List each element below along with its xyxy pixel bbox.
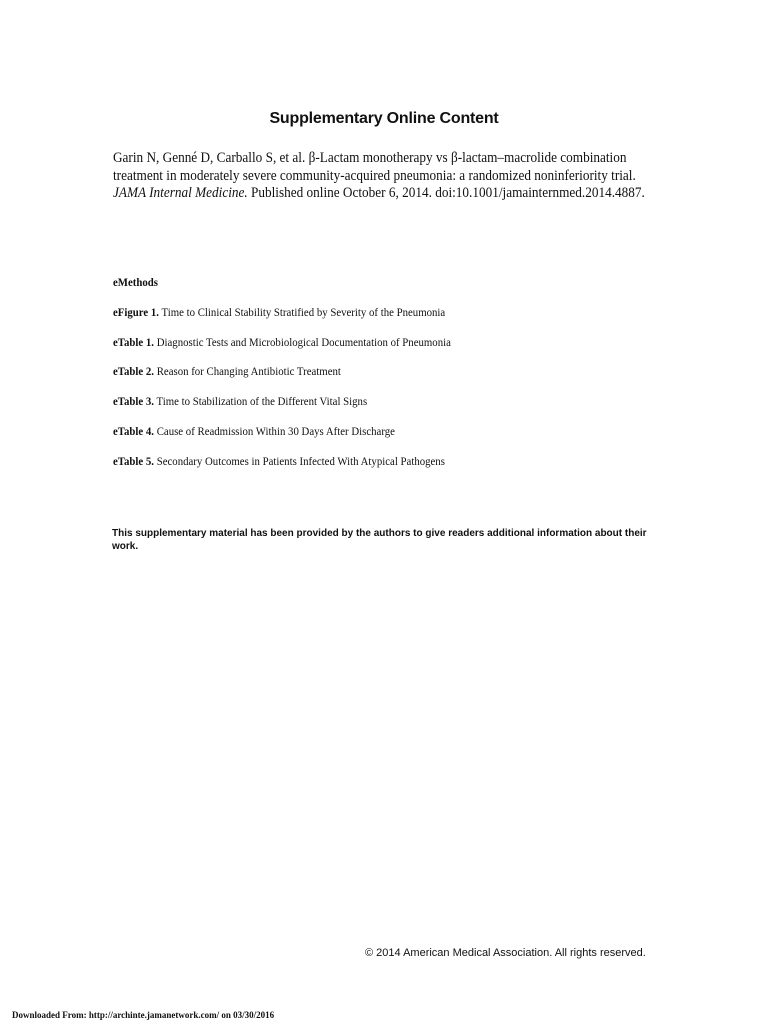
download-footer: Downloaded From: http://archinte.jamanetwork.com/ on 03/30/2016 <box>12 1010 275 1020</box>
contents-item-description: Reason for Changing Antibiotic Treatment <box>156 364 341 379</box>
supplementary-notice: This supplementary material has been provided by the authors to give readers additional information about their work. <box>112 528 647 552</box>
contents-item-label: eTable 2. <box>113 364 155 379</box>
contents-item-label: eTable 5. <box>113 453 155 468</box>
contents-item-label: eFigure 1. <box>113 304 159 319</box>
contents-item-etable-2 <box>113 363 451 393</box>
citation <box>113 150 665 203</box>
contents-list <box>113 274 488 483</box>
contents-item-description: Cause of Readmission Within 30 Days After Discharge <box>156 423 395 438</box>
contents-item-etable-1 <box>113 334 451 364</box>
contents-item-etable-3 <box>113 393 451 423</box>
contents-item-description: Time to Clinical Stability Stratified by Severity of the Pneumonia <box>161 304 446 319</box>
citation-text-before: Garin N, Genné D, Carballo S, et al. β-Lactam monotherapy vs β-lactam–macrolide combination treatment in moderately severe community-acquired pneumonia: a randomized noninferiority trial. <box>113 150 636 184</box>
contents-item-efigure-1 <box>113 304 451 334</box>
citation-text-after: Published online October 6, 2014. doi:10.1001/jamainternmed.2014.4887. <box>247 185 645 201</box>
contents-item-label: eTable 3. <box>113 394 155 409</box>
contents-item-description: Secondary Outcomes in Patients Infected With Atypical Pathogens <box>156 453 445 468</box>
citation-journal: JAMA Internal Medicine. <box>113 185 248 201</box>
copyright-footer: © 2014 American Medical Association. All rights reserved. <box>365 947 646 959</box>
contents-item-etable-5 <box>113 453 451 483</box>
contents-item-label: eTable 1. <box>113 334 155 349</box>
contents-item-emethods <box>113 274 451 304</box>
contents-item-description: Diagnostic Tests and Microbiological Documentation of Pneumonia <box>156 334 451 349</box>
page-title: Supplementary Online Content <box>269 110 499 127</box>
contents-item-description: Time to Stabilization of the Different Vital Signs <box>156 394 368 409</box>
contents-item-label: eMethods <box>113 275 158 289</box>
contents-item-label: eTable 4. <box>113 423 155 438</box>
contents-item-etable-4 <box>113 423 451 453</box>
